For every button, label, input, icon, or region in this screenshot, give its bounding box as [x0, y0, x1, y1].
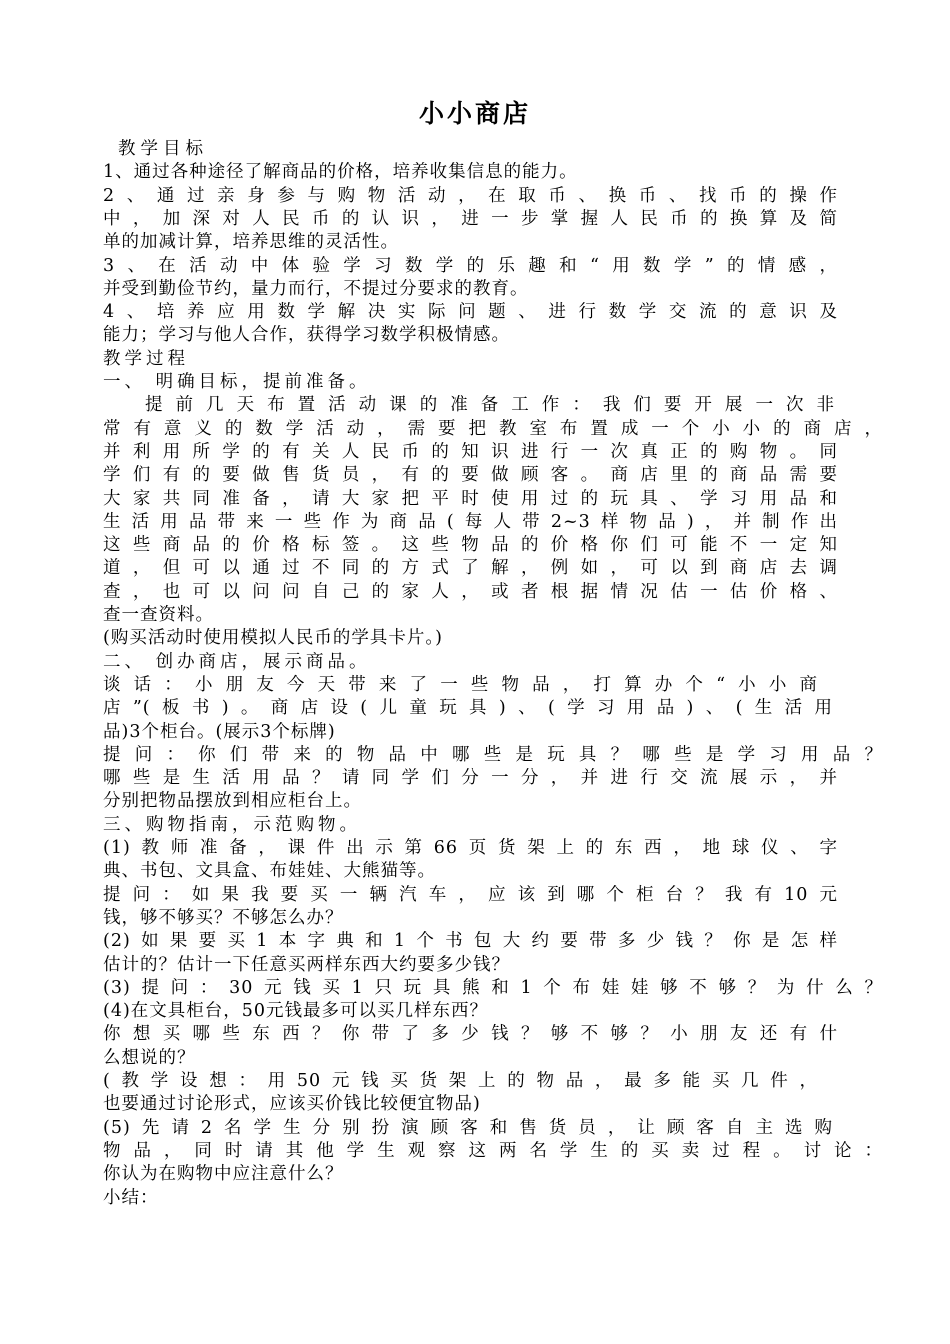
text-line: 2、通过亲身参与购物活动，在取币、换币、找币的操作: [103, 185, 838, 206]
text-line: 典、书包、文具盒、布娃娃、大熊猫等。: [103, 861, 436, 882]
text-line: 你想买哪些东西？你带了多少钱？够不够？小朋友还有什: [103, 1024, 838, 1045]
text-line: 单的加减计算，培养思维的灵活性。: [103, 232, 399, 253]
text-line: 查一查资料。: [103, 605, 214, 625]
text-line: (购买活动时使用模拟人民币的学具卡片。): [103, 628, 443, 649]
section-heading: 教学过程: [103, 348, 189, 369]
text-line: (3)提问：30元钱买1只玩具熊和1个布娃娃够不够？为什么？: [103, 977, 883, 998]
text-line: 能力；学习与他人合作，获得学习数学积极情感。: [103, 325, 510, 346]
text-line: 小结：: [103, 1187, 159, 1208]
text-line: 哪些是生活用品？请同学们分一分，并进行交流展示，并: [103, 768, 838, 789]
text-line: 大家共同准备，请大家把平时使用过的玩具、学习用品和: [103, 488, 838, 509]
text-line: 么想说的？: [103, 1047, 196, 1068]
section-heading: 三、购物指南，示范购物。: [103, 814, 361, 835]
text-line: (1)教师准备，课件出示第66页货架上的东西，地球仪、字: [103, 838, 838, 858]
text-line: 常有意义的数学活动，需要把教室布置成一个小小的商店，: [103, 418, 883, 439]
text-line: 提问：如果我要买一辆汽车，应该到哪个柜台？我有10元: [103, 884, 838, 905]
text-line: 道，但可以通过不同的方式了解，例如，可以到商店去调: [103, 558, 838, 579]
text-line: 学们有的要做售货员，有的要做顾客。商店里的商品需要: [103, 465, 838, 486]
text-line: 并利用所学的有关人民币的知识进行一次真正的购物。同: [103, 441, 838, 462]
text-line: (教学设想：用50元钱买货架上的物品，最多能买几件，: [103, 1071, 818, 1091]
text-line: 这些商品的价格标签。这些物品的价格你们可能不一定知: [103, 535, 838, 556]
section-heading: 教学目标: [118, 139, 208, 159]
text-line: 提问：你们带来的物品中哪些是玩具？哪些是学习用品？: [103, 744, 883, 765]
text-line: 4、培养应用数学解决实际问题、进行数学交流的意识及: [103, 302, 838, 323]
text-line: 你认为在购物中应注意什么？: [103, 1164, 344, 1185]
text-line: 1、通过各种途径了解商品的价格，培养收集信息的能力。: [103, 162, 578, 183]
text-line: 提前几天布置活动课的准备工作：我们要开展一次非: [145, 395, 835, 416]
text-line: 品)3个柜台。(展示3个标牌): [103, 721, 336, 742]
text-line: 并受到勤俭节约，量力而行，不提过分要求的教育。: [103, 278, 529, 299]
text-line: (5)先请2名学生分别扮演顾客和售货员，让顾客自主选购: [103, 1117, 833, 1138]
text-line: 查，也可以问问自己的家人，或者根据情况估一估价格、: [103, 581, 838, 602]
text-line: 钱，够不够买？不够怎么办？: [103, 907, 344, 928]
text-line: (2)如果要买1本字典和1个书包大约要带多少钱？你是怎样: [103, 931, 838, 952]
text-line: 中，加深对人民币的认识，进一步掌握人民币的换算及简: [103, 208, 838, 229]
text-line: 分别把物品摆放到相应柜台上。: [103, 791, 362, 812]
text-line: 3、在活动中体验学习数学的乐趣和“用数学”的情感，: [103, 255, 838, 276]
text-line: 也要通过讨论形式，应该买价钱比较便宜物品): [103, 1094, 481, 1115]
section-heading: 二、 创办商店，展示商品。: [103, 651, 371, 672]
text-line: 谈话：小朋友今天带来了一些物品，打算办个“小小商: [103, 674, 818, 695]
text-line: (4)在文具柜台，50元钱最多可以买几样东西？: [103, 1001, 489, 1022]
text-line: 店”(板书)。商店设(儿童玩具)、(学习用品)、(生活用: [103, 698, 833, 719]
text-line: 估计的？估计一下任意买两样东西大约要多少钱？: [103, 954, 510, 975]
section-heading: 一、 明确目标，提前准备。: [103, 372, 371, 392]
text-line: 物品，同时请其他学生观察这两名学生的买卖过程。讨论：: [103, 1140, 883, 1161]
text-line: 生活用品带来一些作为商品(每人带2~3样物品)，并制作出: [103, 511, 838, 532]
page-title: 小小商店: [418, 99, 531, 128]
